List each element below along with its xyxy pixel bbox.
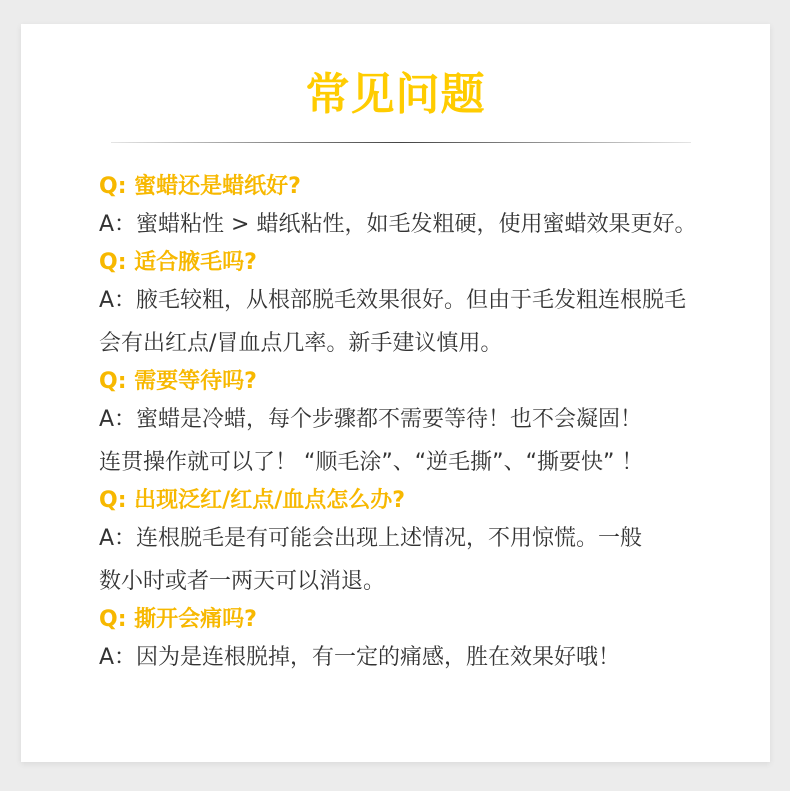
faq-list [99, 170, 779, 679]
faq-question: Q: 出现泛红/红点/血点怎么办? [99, 488, 405, 513]
faq-question: Q: 需要等待吗? [99, 369, 257, 394]
faq-question: Q: 撕开会痛吗? [99, 607, 257, 632]
faq-question: Q: 适合腋毛吗? [99, 250, 257, 275]
faq-answer-line: 会有出红点/冒血点几率。新手建议慎用。 [99, 331, 503, 356]
faq-answer-line: 数小时或者一两天可以消退。 [99, 569, 386, 594]
faq-item [99, 170, 779, 246]
faq-answer-line: A：腋毛较粗，从根部脱毛效果很好。但由于毛发粗连根脱毛 [99, 288, 687, 313]
page-title: 常见问题 [305, 69, 486, 120]
faq-item [99, 484, 779, 603]
faq-card [21, 24, 770, 762]
faq-answer-line: A：蜜蜡粘性 > 蜡纸粘性，如毛发粗硬，使用蜜蜡效果更好。 [99, 212, 697, 237]
faq-answer-line: 连贯操作就可以了！ “顺毛涂”、“逆毛撕”、“撕要快” ！ [99, 450, 644, 475]
faq-question: Q: 蜜蜡还是蜡纸好? [99, 174, 301, 199]
faq-answer-line: A：因为是连根脱掉，有一定的痛感，胜在效果好哦！ [99, 645, 621, 670]
title-divider [111, 142, 691, 143]
faq-item [99, 365, 779, 484]
faq-item [99, 603, 779, 679]
faq-answer-line: A：蜜蜡是冷蜡，每个步骤都不需要等待！也不会凝固！ [99, 407, 643, 432]
faq-answer-line: A：连根脱毛是有可能会出现上述情况，不用惊慌。一般 [99, 526, 643, 551]
faq-item [99, 246, 779, 365]
